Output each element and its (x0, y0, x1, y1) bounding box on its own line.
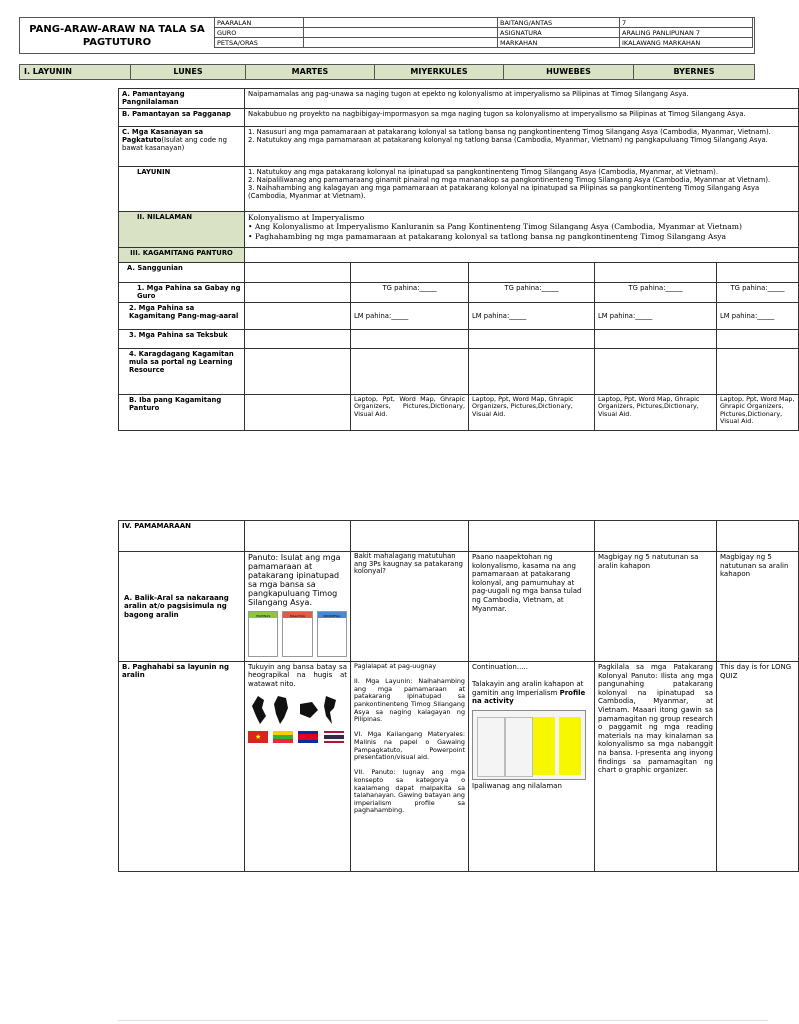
table-row (119, 303, 799, 330)
tg-cell: TG pahina:_____ (595, 283, 717, 303)
cell (469, 521, 595, 552)
procedure-table (118, 520, 799, 872)
row-label: 3. Mga Pahina sa Teksbuk (119, 330, 245, 349)
cell (717, 263, 799, 283)
row-label: A. Balik-Aral sa nakaraang aralin at/o pagsisimula ng bagong aralin (119, 552, 245, 662)
motive-cell-d1 (245, 662, 351, 872)
motive-text: II. Mga Layunin: Naihahambing ang mga pamamaraan at patakarang ipinatupad sa pankontinenteng Timog Silangang Asya sa naging kalagayan ng Pilipinas. (354, 677, 465, 724)
table-row (119, 89, 799, 109)
country-column (248, 611, 278, 657)
row-content: Nakabubuo ng proyekto na nagbibigay-impormasyon sa mga naging tugon sa kolonyalismo at imperyalismo sa Pilipinas at Timog Silangang Asya. (245, 109, 799, 127)
thumbnail-highlight (533, 717, 555, 775)
page-divider (118, 1020, 768, 1021)
day-wednesday: MIYERKULES (375, 65, 504, 79)
country-maps-figure (248, 694, 344, 726)
cell (245, 303, 351, 330)
layunin-heading: I. LAYUNIN (20, 65, 131, 79)
header-value (304, 28, 498, 38)
row-content (245, 212, 799, 248)
header-label: BAITANG/ANTAS (498, 18, 620, 28)
cell (245, 283, 351, 303)
cell (595, 330, 717, 349)
review-cell-d3: Paano naapektohan ng kolonyalismo, kasama na ang pamamaraan at patakarang kolonyal, ang pamumuhay at pag-uugali ng mga bansa tulad ng Cambodia, Vietnam, at Myanmar. (469, 552, 595, 662)
row-label: III. KAGAMITANG PANTURO (119, 248, 245, 263)
cell (245, 521, 351, 552)
header-row (215, 28, 753, 38)
header-label: MARKAHAN (498, 38, 620, 48)
thumbnail-column (477, 717, 505, 777)
map-vietnam-icon (252, 696, 266, 724)
table-row (119, 330, 799, 349)
motive-cell-d3 (469, 662, 595, 872)
flag-myanmar-icon (273, 731, 293, 743)
materials-cell: Laptop, Ppt, Word Map, Ghrapic Organizers, Pictures,Dictionary, Visual Aid. (595, 395, 717, 431)
cell (351, 263, 469, 283)
lm-cell: LM pahina:_____ (469, 303, 595, 330)
map-myanmar-icon (274, 696, 288, 724)
content-line: 1. Nasusuri ang mga pamamaraan at patakarang kolonyal sa tatlong bansa ng pangkontinenteng Timog Silangang Asya (Cambodia, Myanmar, Vietnam). (248, 128, 771, 136)
table-row (119, 349, 799, 395)
table-row (119, 395, 799, 431)
header-label: PETSA/ORAS (215, 38, 304, 48)
content-line: 1. Natutukoy ang mga patakarang kolonyal na ipinatupad sa pangkontinenteng Timog Silangang Asya (Cambodia, Myanmar, at Vietnam). (248, 168, 718, 176)
header-label: ASIGNATURA (498, 28, 620, 38)
cell (469, 330, 595, 349)
motive-cell-d5: This day is for LONG QUIZ (717, 662, 799, 872)
header-value (304, 38, 498, 48)
header-value: 7 (620, 18, 753, 28)
cell (351, 330, 469, 349)
day-tuesday: MARTES (246, 65, 375, 79)
review-text: Panuto: Isulat ang mga pamamaraan at patakarang ipinatupad sa mga bansa sa pangkapuluang Timog Silangang Asya. (248, 553, 341, 607)
country-columns-figure (248, 611, 347, 657)
content-line: • Paghahambing ng mga pamamaraan at patakarang kolonyal sa tatlong bansa ng pangkontinenteng Timog Silangang Asya (248, 231, 727, 241)
cell (717, 521, 799, 552)
motive-cell-d2 (351, 662, 469, 872)
motive-text: VI. Mga Kailangang Materyales: Malinis na papel o Gawaing Pampagkatuto, Powerpoint presentation/visual aid. (354, 730, 465, 762)
thumbnail-column (505, 717, 533, 777)
row-label-sub: (Isulat ang code ng bawat kasanayan) (122, 136, 227, 152)
content-line: 2. Natutukoy ang mga pamamaraan at patakarang kolonyal ng tatlong bansa (Cambodia, Myanmar, Vietnam) ng pangkapuluang Timog Silangang Asya. (248, 136, 768, 144)
row-content (245, 127, 799, 167)
row-label: 2. Mga Pahina sa Kagamitang Pang-mag-aaral (119, 303, 245, 330)
row-label: 4. Karagdagang Kagamitan mula sa portal ng Learning Resource (119, 349, 245, 395)
table-row (119, 662, 799, 872)
motive-text (472, 680, 591, 706)
motive-text: VII. Panuto: Iugnay ang mga konsepto sa kategorya o kaalamang dapat malpakita sa talahanayan. Gawing batayan ang imperialism profile sa paghahambing. (354, 768, 465, 815)
row-label: A. Sanggunian (119, 263, 245, 283)
lm-cell: LM pahina:_____ (717, 303, 799, 330)
cell (717, 330, 799, 349)
country-column (282, 611, 312, 657)
day-thursday: HUWEBES (504, 65, 634, 79)
table-row (119, 248, 799, 263)
row-content: Naipamamalas ang pag-unawa sa naging tugon at epekto ng kolonyalismo at imperyalismo sa Pilipinas at Timog Silangang Asya. (245, 89, 799, 109)
header-grid (214, 17, 753, 48)
thumbnail-highlight (559, 717, 581, 775)
day-monday: LUNES (131, 65, 246, 79)
cell (245, 330, 351, 349)
lm-cell: LM pahina:_____ (351, 303, 469, 330)
row-label (119, 127, 245, 167)
cell (595, 521, 717, 552)
row-label: B. Paghahabi sa layunin ng aralin (119, 662, 245, 872)
row-label: A. Pamantayang Pangnilalaman (119, 89, 245, 109)
motive-text: Paglalapat at pag-uugnay (354, 662, 437, 670)
review-cell-d5: Magbigay ng 5 natutunan sa aralin kahapon (717, 552, 799, 662)
cell (595, 349, 717, 395)
table-row (119, 263, 799, 283)
content-line: 3. Naihahambing ang kalagayan ang mga pamamaraan at patakarang kolonyal na ipinatupad sa Pilipinas sa pangkontinenteng Timog Silangang Asya (Cambodia, Myanmar at Vietnam). (248, 184, 760, 200)
header-value (304, 18, 498, 28)
tg-cell: TG pahina:_____ (351, 283, 469, 303)
country-column (317, 611, 347, 657)
motive-text: Tukuyin ang bansa batay sa heograpikal na hugis at watawat nito. (248, 663, 347, 688)
country-column-label: INDONESIA (318, 612, 346, 618)
lm-cell: LM pahina:_____ (595, 303, 717, 330)
motive-text: Ipaliwanag ang nilalaman (472, 781, 562, 790)
cell (245, 395, 351, 431)
flag-vietnam-icon: ★ (248, 731, 268, 743)
cell (595, 263, 717, 283)
row-label: IV. PAMAMARAAN (119, 521, 245, 552)
map-thailand-icon (324, 696, 336, 724)
country-column-label: PILIPINAS (249, 612, 277, 618)
cell (717, 349, 799, 395)
objectives-table (118, 88, 799, 431)
cell (245, 263, 351, 283)
header-value: ARALING PANLIPUNAN 7 (620, 28, 753, 38)
motive-cell-d4: Pagkilala sa mga Patakarang Kolonyal Panuto: Ilista ang mga pangunahing patakarang kolonyal na ipinatupad sa Cambodia, Myanmar, at Vietnam. Maaari itong gawin sa pamamagitan ng group research o paggamit ng mga reading materials na may kinalaman sa kolonyalismo sa mga nabanggit na bansa. I-presenta ang inyong findings sa pamamagitan ng chart o graphic organizer. (595, 662, 717, 872)
cell (351, 521, 469, 552)
header-value: IKALAWANG MARKAHAN (620, 38, 753, 48)
table-row (119, 521, 799, 552)
table-row (119, 552, 799, 662)
flags-row (248, 731, 347, 745)
materials-cell: Laptop, Ppt, Word Map, Ghrapic Organizers, Pictures,Dictionary, Visual Aid. (469, 395, 595, 431)
cell (469, 349, 595, 395)
motive-text: Continuation..... (472, 663, 528, 671)
row-label: LAYUNIN (119, 167, 245, 212)
imperialism-profile-thumbnail (472, 710, 586, 780)
review-cell-d4: Magbigay ng 5 natutunan sa aralin kahapon (595, 552, 717, 662)
row-content (245, 167, 799, 212)
row-label: B. Iba pang Kagamitang Panturo (119, 395, 245, 431)
row-content (245, 248, 799, 263)
header-label: PAARALAN (215, 18, 304, 28)
flag-thailand-icon (324, 731, 344, 743)
motive-text-bold: Profile na activity (472, 688, 586, 706)
table-row (119, 167, 799, 212)
map-cambodia-icon (300, 702, 318, 718)
header-row (215, 38, 753, 48)
review-cell-d1 (245, 552, 351, 662)
row-label: II. NILALAMAN (119, 212, 245, 248)
content-line: • Ang Kolonyalismo at Imperyalismo Kanluranin sa Pang Kontinenteng Timog Silangang Asya (Cambodia, Myanmar at Vietnam) (248, 222, 742, 232)
tg-cell: TG pahina:_____ (717, 283, 799, 303)
table-row (119, 283, 799, 303)
header-row (215, 18, 753, 28)
content-line: 2. Naipaliliwanag ang pamamaraang ginamit pinairal ng mga mananakop sa pangkontinenteng Timog Silangang Asya (Cambodia, Myanmar at Vietnam). (248, 176, 771, 184)
row-label: 1. Mga Pahina sa Gabay ng Guro (119, 283, 245, 303)
motive-text-part: Talakayin ang aralin kahapon at gamitin ang Imperialism (472, 680, 584, 697)
row-label: B. Pamantayan sa Pagganap (119, 109, 245, 127)
content-line: Kolonyalismo at Imperyalismo (248, 213, 365, 222)
days-header (19, 64, 755, 80)
tg-cell: TG pahina:_____ (469, 283, 595, 303)
cell (469, 263, 595, 283)
materials-cell: Laptop, Ppt, Word Map, Ghrapic Organizers, Pictures,Dictionary, Visual Aid. (717, 395, 799, 431)
review-cell-d2: Bakit mahalagang matutuhan ang 3Ps kaugnay sa patakarang kolonyal? (351, 552, 469, 662)
table-row (119, 127, 799, 167)
cell (351, 349, 469, 395)
row-label-text: C. Mga Kasanayan sa Pagkatuto (122, 128, 204, 144)
table-row (119, 109, 799, 127)
header-label: GURO (215, 28, 304, 38)
flag-cambodia-icon (298, 731, 318, 743)
country-column-label: MALAYSIA (283, 612, 311, 618)
document-title: PANG-ARAW-ARAW NA TALA SA PAGTUTURO (29, 24, 205, 48)
day-friday: BYERNES (673, 67, 715, 76)
cell (245, 349, 351, 395)
materials-cell: Laptop, Ppt, Word Map, Ghrapic Organizers, Pictures,Dictionary, Visual Aid. (351, 395, 469, 431)
table-row (119, 212, 799, 248)
